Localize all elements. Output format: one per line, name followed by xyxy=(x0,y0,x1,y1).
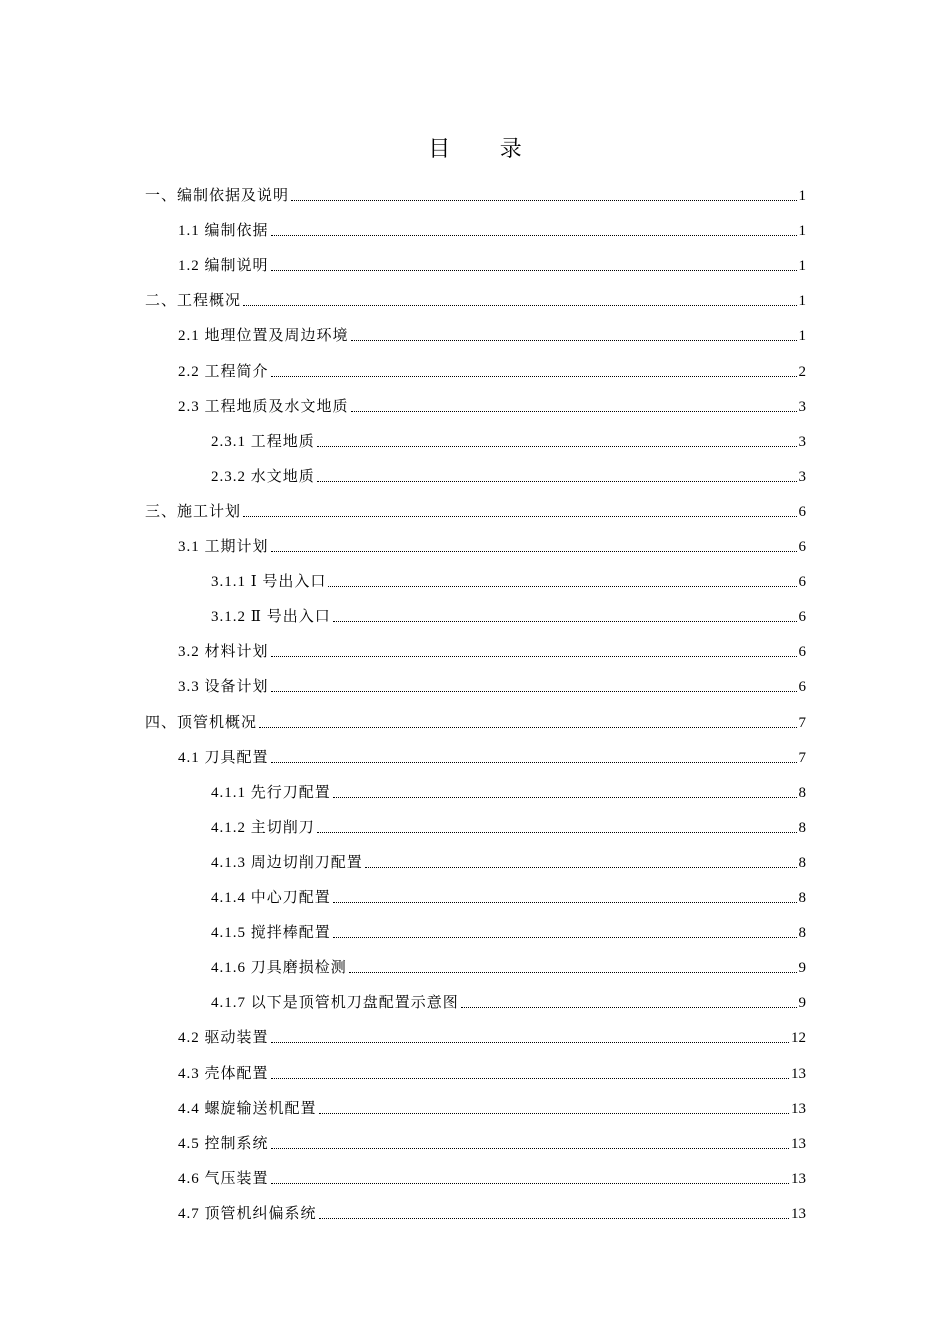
toc-entry[interactable] xyxy=(211,919,806,943)
toc-page-number: 8 xyxy=(798,784,806,801)
toc-entry[interactable] xyxy=(145,287,806,311)
toc-page-number: 8 xyxy=(798,854,806,871)
toc-entry[interactable] xyxy=(211,884,806,908)
toc-entry-title: 3.1 工期计划 xyxy=(178,539,269,555)
toc-entry[interactable] xyxy=(145,709,806,733)
dot-leader xyxy=(461,1007,797,1008)
toc-entry-title: 2.1 地理位置及周边环境 xyxy=(178,328,349,345)
toc-entry[interactable] xyxy=(178,638,806,662)
toc-page-number: 12 xyxy=(791,1030,806,1047)
toc-entry[interactable] xyxy=(178,744,806,768)
dot-leader xyxy=(271,551,797,552)
toc-entry[interactable] xyxy=(178,252,806,276)
dot-leader xyxy=(328,586,796,587)
toc-page-number: 3 xyxy=(798,468,806,485)
toc-entry-title: 4.3 壳体配置 xyxy=(178,1065,269,1082)
toc-entry-title: 2.2 工程简介 xyxy=(178,363,269,380)
toc-page-number: 6 xyxy=(798,609,806,626)
toc-entry-title: 4.1.2 主切削刀 xyxy=(211,819,315,836)
dot-leader xyxy=(271,235,797,236)
toc-entry[interactable] xyxy=(178,393,806,417)
toc-page-number: 7 xyxy=(798,749,806,766)
dot-leader xyxy=(333,797,797,798)
toc-entry-title: 4.5 控制系统 xyxy=(178,1135,269,1152)
toc-page-number: 13 xyxy=(791,1170,806,1187)
dot-leader xyxy=(333,621,797,622)
dot-leader xyxy=(365,867,797,868)
dot-leader xyxy=(271,376,797,377)
toc-entry[interactable] xyxy=(211,568,806,592)
toc-entry-title: 3.1.2 Ⅱ 号出入口 xyxy=(211,609,331,626)
toc-page-number: 8 xyxy=(798,890,806,906)
toc-page-number: 1 xyxy=(798,258,806,275)
dot-leader xyxy=(243,516,796,517)
toc-entry-title: 4.2 驱动装置 xyxy=(178,1030,269,1047)
dot-leader xyxy=(317,832,797,833)
dot-leader xyxy=(317,481,797,482)
dot-leader xyxy=(271,1148,789,1149)
toc-entry[interactable] xyxy=(211,849,806,873)
toc-entry[interactable] xyxy=(178,358,806,382)
toc-entry[interactable] xyxy=(178,1165,806,1189)
toc-entry-title: 4.4 螺旋输送机配置 xyxy=(178,1100,317,1117)
toc-page-number: 1 xyxy=(798,223,806,240)
toc-page-number: 2 xyxy=(798,363,806,380)
toc-page-number: 3 xyxy=(798,433,806,450)
toc-entry[interactable] xyxy=(178,217,806,241)
toc-entry[interactable] xyxy=(178,322,806,346)
toc-entry[interactable] xyxy=(211,463,806,487)
toc-page-number: 7 xyxy=(798,714,806,731)
toc-page-number: 13 xyxy=(791,1135,806,1152)
toc-entry[interactable] xyxy=(178,533,806,557)
toc-entry[interactable] xyxy=(178,1095,806,1119)
toc-entry[interactable] xyxy=(211,779,806,803)
toc-entry[interactable] xyxy=(145,182,806,206)
dot-leader xyxy=(243,305,796,306)
toc-page-number: 1 xyxy=(798,293,806,310)
dot-leader xyxy=(351,411,797,412)
toc-page-number: 8 xyxy=(798,925,806,942)
dot-leader xyxy=(271,762,797,763)
dot-leader xyxy=(319,1218,789,1219)
dot-leader xyxy=(271,656,797,657)
dot-leader xyxy=(259,727,796,728)
toc-page-number: 8 xyxy=(798,819,806,836)
toc-entry-title: 4.1.5 搅拌棒配置 xyxy=(211,925,331,942)
toc-entry[interactable] xyxy=(211,428,806,452)
toc-page-number: 9 xyxy=(798,960,806,977)
toc-entry-title: 2.3 工程地质及水文地质 xyxy=(178,398,349,415)
toc-page-number: 1 xyxy=(798,188,806,204)
dot-leader xyxy=(271,691,797,692)
toc-page-number: 13 xyxy=(791,1205,806,1222)
toc-entry[interactable] xyxy=(178,1060,806,1084)
toc-entry-title: 一、编制依据及说明 xyxy=(145,188,290,204)
toc-entry-title: 2.3.2 水文地质 xyxy=(211,468,315,485)
dot-leader xyxy=(271,1042,789,1043)
toc-entry-title: 4.1.3 周边切削刀配置 xyxy=(211,854,363,871)
dot-leader xyxy=(333,937,797,938)
toc-entry-title: 3.1.1 Ⅰ 号出入口 xyxy=(211,574,327,591)
dot-leader xyxy=(317,446,797,447)
toc-entry-title: 4.1.4 中心刀配置 xyxy=(211,890,331,906)
toc-entry-title: 1.1 编制依据 xyxy=(178,223,269,240)
toc-entry-title: 1.2 编制说明 xyxy=(178,258,269,275)
dot-leader xyxy=(351,340,797,341)
toc-entry-title: 4.1.1 先行刀配置 xyxy=(211,784,331,801)
toc-entry[interactable] xyxy=(211,814,806,838)
toc-entry-title: 4.7 顶管机纠偏系统 xyxy=(178,1205,317,1222)
toc-entry[interactable] xyxy=(211,603,806,627)
page-title: 目 录 xyxy=(428,136,544,161)
toc-entry-title: 4.6 气压装置 xyxy=(178,1170,269,1187)
toc-entry[interactable] xyxy=(211,954,806,978)
toc-entry-title: 二、工程概况 xyxy=(145,293,242,310)
toc-entry-title: 4.1 刀具配置 xyxy=(178,749,269,766)
toc-entry[interactable] xyxy=(178,673,806,697)
toc-page-number: 13 xyxy=(791,1065,806,1082)
toc-page-number: 3 xyxy=(798,398,806,415)
toc-page-number: 6 xyxy=(798,644,806,661)
toc-entry-title: 2.3.1 工程地质 xyxy=(211,433,315,450)
toc-entry[interactable] xyxy=(145,498,806,522)
toc-page-number: 6 xyxy=(798,503,806,520)
toc-page-number: 6 xyxy=(798,679,806,696)
toc-page-number: 6 xyxy=(798,539,806,555)
toc-entry[interactable] xyxy=(211,989,806,1013)
toc-entry-title: 3.2 材料计划 xyxy=(178,644,269,661)
toc-page-number: 13 xyxy=(791,1100,806,1117)
toc-entry[interactable] xyxy=(178,1024,806,1048)
dot-leader xyxy=(271,1078,789,1079)
toc-page-number: 6 xyxy=(798,574,806,591)
dot-leader xyxy=(333,902,797,903)
dot-leader xyxy=(291,200,796,201)
dot-leader xyxy=(319,1113,789,1114)
toc-page-number: 9 xyxy=(798,995,806,1012)
toc-entry-title: 3.3 设备计划 xyxy=(178,679,269,696)
toc-entry-title: 4.1.7 以下是顶管机刀盘配置示意图 xyxy=(211,995,459,1012)
toc-entry-title: 四、顶管机概况 xyxy=(145,714,258,731)
toc-entry-title: 4.1.6 刀具磨损检测 xyxy=(211,960,347,977)
dot-leader xyxy=(271,270,797,271)
toc-entry[interactable] xyxy=(178,1200,806,1224)
toc-entry-title: 三、施工计划 xyxy=(145,503,242,520)
dot-leader xyxy=(349,972,797,973)
toc-entry[interactable] xyxy=(178,1130,806,1154)
toc-page-number: 1 xyxy=(798,328,806,345)
dot-leader xyxy=(271,1183,789,1184)
